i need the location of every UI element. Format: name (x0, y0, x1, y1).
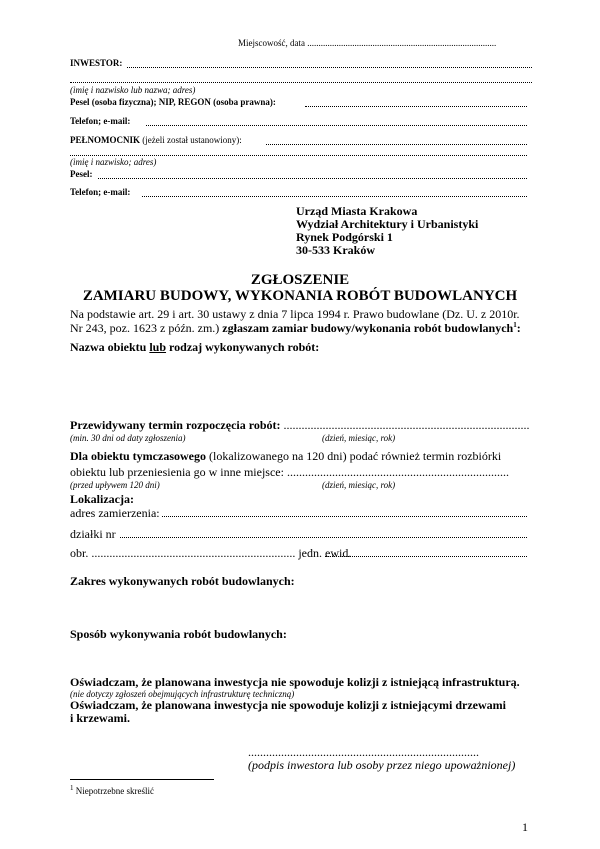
proxy-field-line2[interactable] (70, 155, 527, 156)
legal-line-2-end: : (516, 321, 521, 335)
investor-label: INWESTOR: (70, 58, 123, 68)
obr-row (70, 546, 351, 561)
proxy-label: PEŁNOMOCNIK (70, 135, 141, 145)
address-field[interactable] (162, 516, 527, 517)
doc-title-line-2: ZAMIARU BUDOWY, WYKONANIA ROBÓT BUDOWLANYCH (82, 288, 518, 304)
doc-title-line-1: ZGŁOSZENIE (250, 272, 350, 288)
start-date-row (70, 418, 530, 433)
addressee-line-3: Rynek Podgórski 1 (296, 230, 393, 244)
phone-email-label: Telefon; e-mail: (70, 116, 131, 126)
investor-field-line2[interactable] (70, 82, 532, 83)
trees-declaration-line-1: Oświadczam, że planowana inwestycja nie spowoduje kolizji z istniejącymi drzewami (70, 698, 506, 712)
page-number: 1 (522, 820, 528, 834)
object-name-label (70, 340, 319, 355)
temporary-line-2[interactable]: obiektu lub przeniesienia go w inne miejsce: .......................................................................... (70, 465, 509, 479)
plots-label: działki nr (70, 527, 116, 541)
proxy-field[interactable] (266, 144, 527, 145)
pesel-nip-label: Pesel (osoba fizyczna); NIP, REGON (osoba prawna): (70, 97, 276, 107)
legal-line-2-bold: zgłaszam zamiar budowy/wykonania robót budowlanych (222, 321, 514, 335)
unit-label: jedn. ewid. (298, 546, 352, 560)
proxy-line (70, 135, 242, 145)
temporary-rest: (lokalizowanego na 120 dni) podać również termin rozbiórki (205, 449, 502, 463)
signature-field[interactable]: ............................................................................. (248, 745, 479, 759)
footnote-text: Niepotrzebne skreślić (75, 786, 154, 796)
signature-hint: (podpis inwestora lub osoby przez niego upoważnionej) (248, 758, 516, 772)
start-date-field[interactable]: .................................................................................. (283, 418, 530, 432)
investor-field[interactable] (127, 67, 532, 68)
plots-field[interactable] (120, 537, 527, 538)
temporary-hint-right: (dzień, miesiąc, rok) (322, 480, 396, 490)
proxy-note: (jeżeli został ustanowiony): (142, 135, 242, 145)
object-label-post: rodzaj wykonywanych robót: (166, 340, 320, 354)
scope-label: Zakres wykonywanych robót budowlanych: (70, 574, 295, 588)
proxy-pesel-field[interactable] (98, 178, 527, 179)
footnote (70, 786, 154, 796)
proxy-hint: (imię i nazwisko; adres) (70, 157, 157, 167)
investor-hint: (imię i nazwisko lub nazwa; adres) (70, 85, 196, 95)
phone-email-field[interactable] (146, 125, 527, 126)
obr-field[interactable]: .................................................................... (91, 546, 296, 560)
proxy-pesel-label: Pesel: (70, 169, 93, 179)
legal-line-2 (70, 321, 521, 336)
infra-hint: (nie dotyczy zgłoszeń obejmujących infrastrukturę techniczną) (70, 689, 295, 699)
addressee-line-4: 30-533 Kraków (296, 243, 375, 257)
footnote-divider (70, 779, 214, 780)
start-date-hint-left: (min. 30 dni od daty zgłoszenia) (70, 433, 186, 443)
footnote-number: 1 (70, 784, 74, 792)
object-label-underlined: lub (149, 340, 167, 354)
addressee-line-1: Urząd Miasta Krakowa (296, 204, 418, 218)
proxy-phone-label: Telefon; e-mail: (70, 187, 131, 197)
location-heading: Lokalizacja: (70, 492, 134, 506)
temporary-hint-left: (przed upływem 120 dni) (70, 480, 160, 490)
address-label: adres zamierzenia: (70, 506, 160, 520)
addressee-line-2: Wydział Architektury i Urbanistyki (296, 217, 479, 231)
proxy-phone-field[interactable] (142, 196, 527, 197)
pesel-nip-field[interactable] (305, 106, 527, 107)
start-date-hint-right: (dzień, miesiąc, rok) (322, 433, 396, 443)
addressee-block (296, 205, 478, 257)
footnote-ref: 1 (513, 321, 517, 329)
temporary-bold: Dla obiektu tymczasowego (70, 449, 206, 463)
unit-field[interactable] (325, 556, 527, 557)
object-label-pre: Nazwa obiektu (70, 340, 150, 354)
obr-label: obr. (70, 546, 89, 560)
temporary-line-1 (70, 449, 501, 464)
legal-line-1: Na podstawie art. 29 i art. 30 ustawy z dnia 7 lipca 1994 r. Prawo budowlane (Dz. U. z 2010r. (70, 307, 520, 321)
legal-line-2-plain: Nr 243, poz. 1623 z późn. zm.) (70, 321, 220, 335)
trees-declaration-line-2: i krzewami. (70, 711, 130, 725)
place-date-line: Miejscowość, data .................................................................................... (238, 38, 497, 48)
infra-declaration: Oświadczam, że planowana inwestycja nie spowoduje kolizji z istniejącą infrastrukturą. (70, 675, 520, 689)
start-date-label: Przewidywany termin rozpoczęcia robót: (70, 418, 281, 432)
method-label: Sposób wykonywania robót budowlanych: (70, 627, 287, 641)
